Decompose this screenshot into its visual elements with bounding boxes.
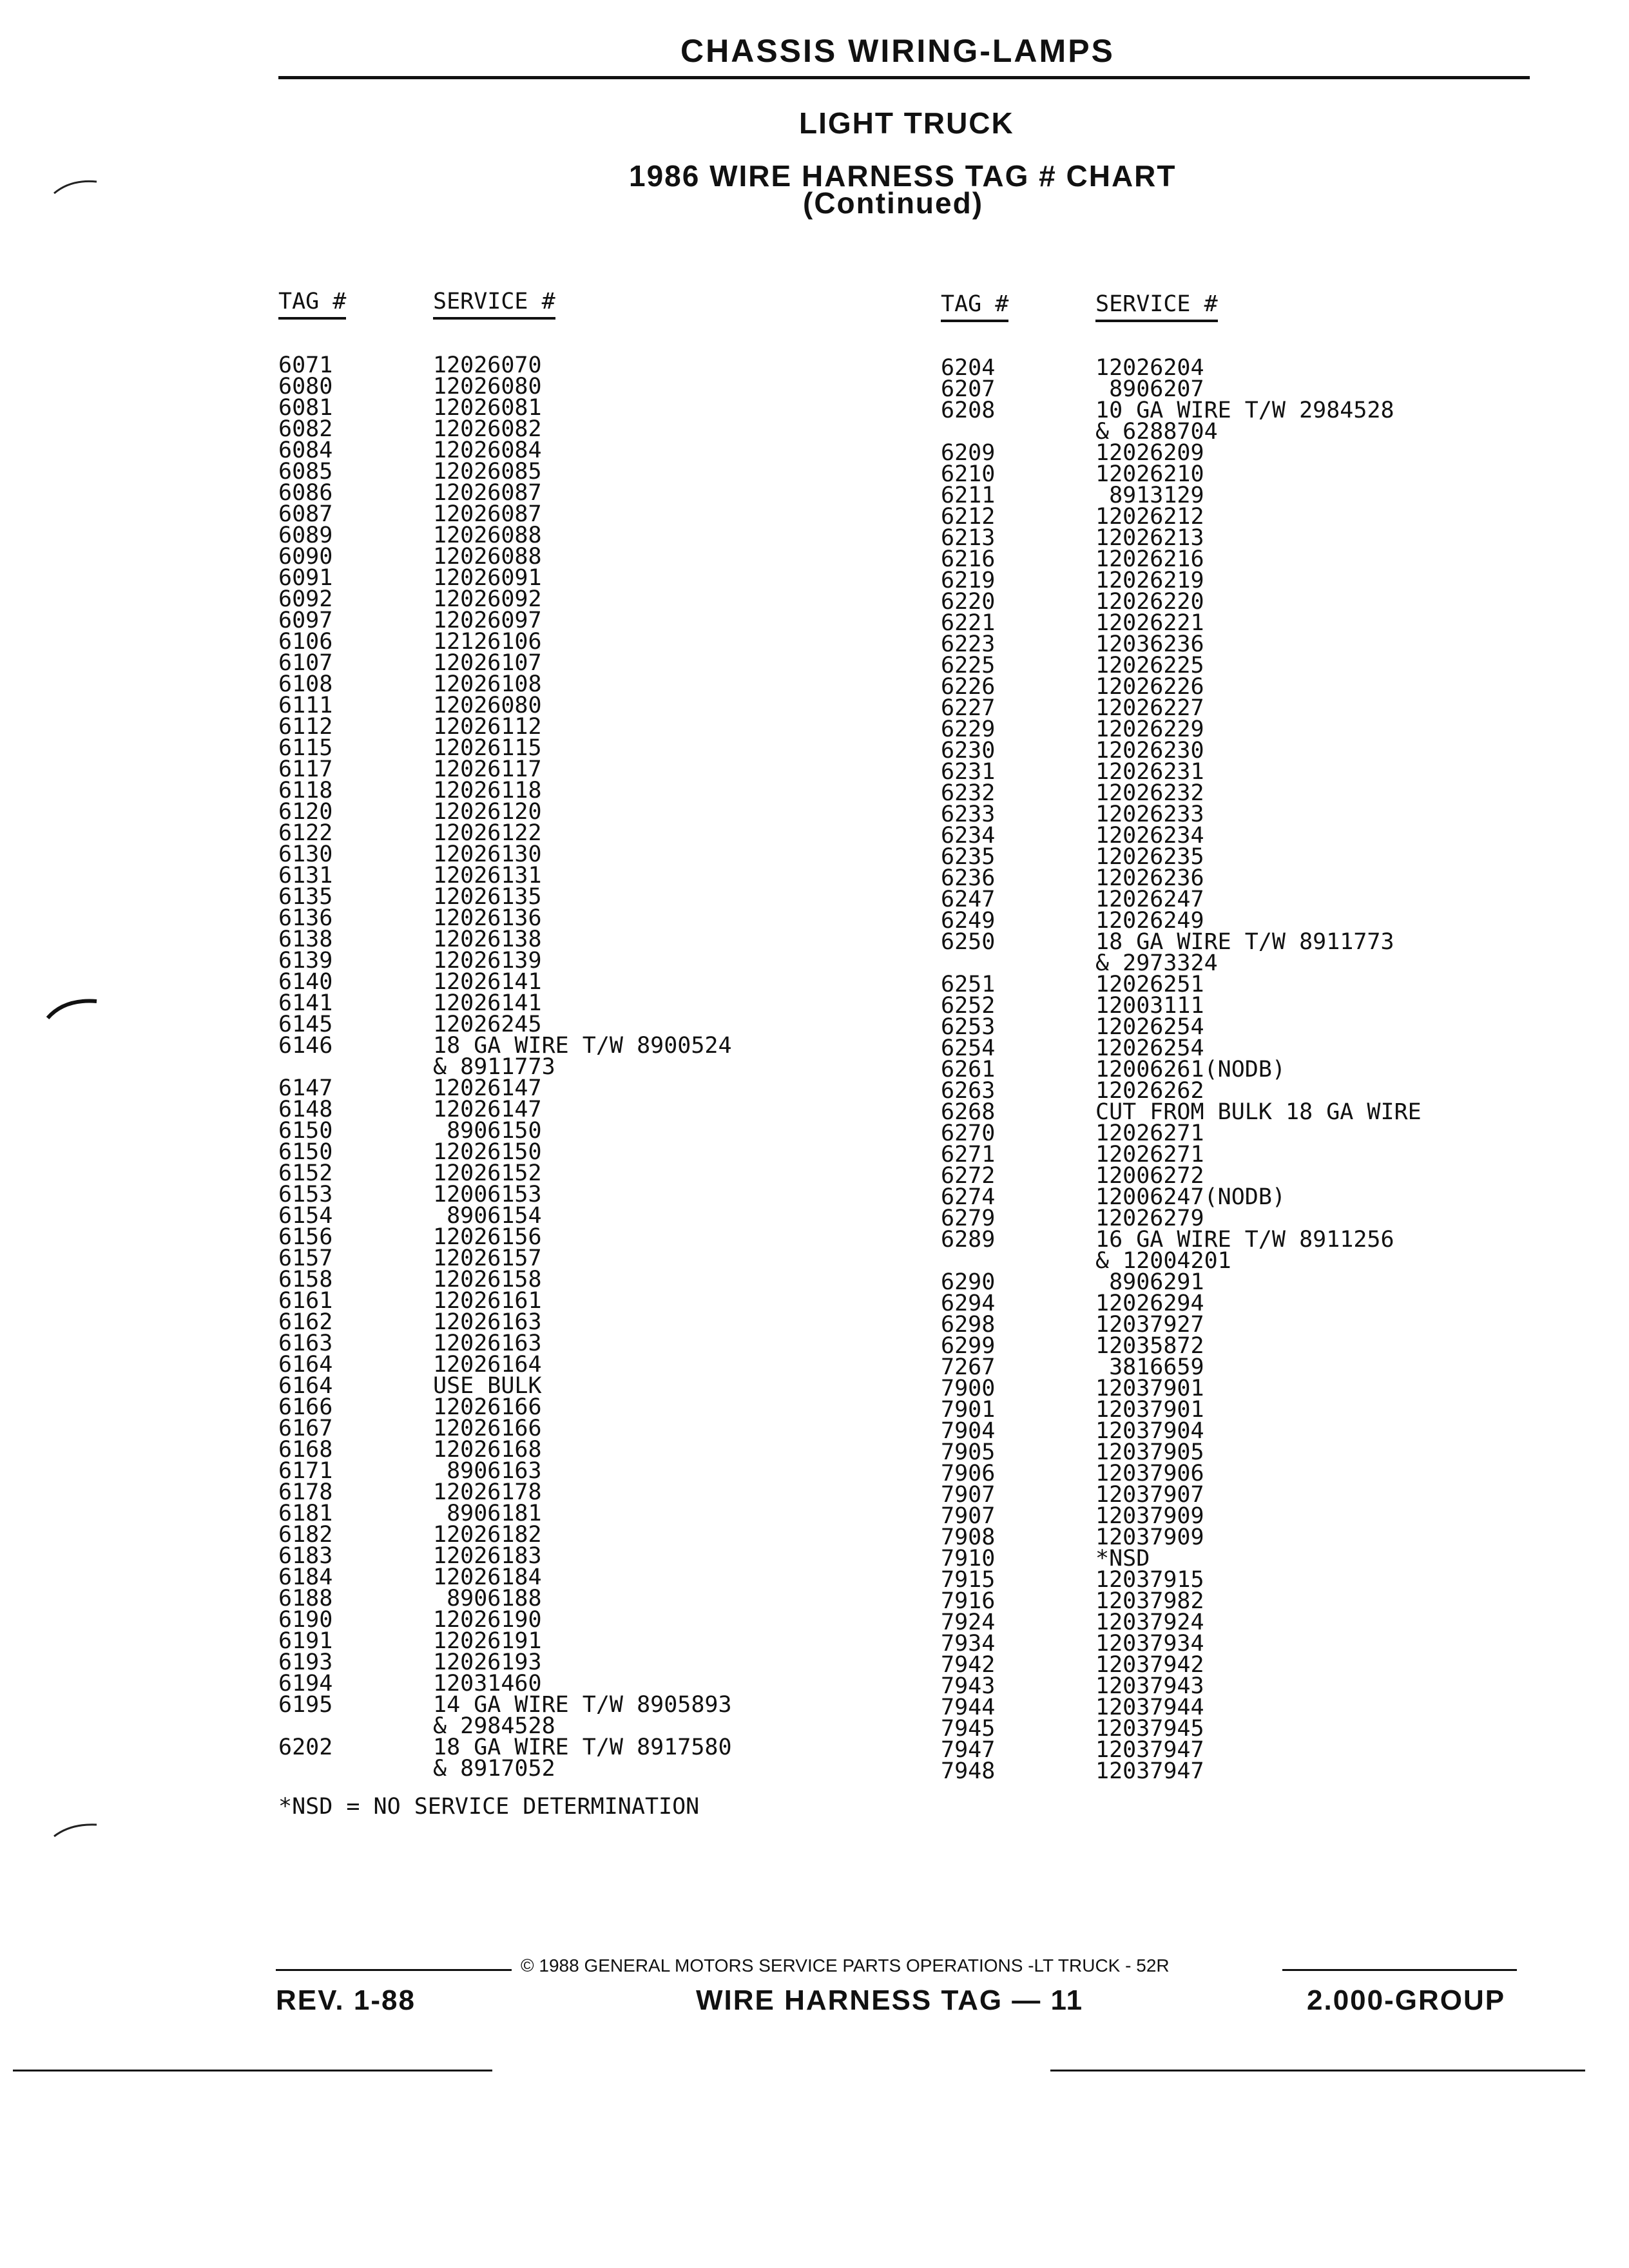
tag-number: 6150 (278, 1118, 333, 1144)
tag-number: 6229 (941, 716, 996, 742)
right-tag-header: TAG # (941, 291, 1008, 322)
subtitle: LIGHT TRUCK (799, 106, 1014, 140)
tag-number: 6193 (278, 1649, 333, 1675)
service-number: 12026236 (1095, 865, 1204, 891)
tag-number: 6190 (278, 1607, 333, 1633)
service-number: 12026251 (1095, 972, 1204, 997)
service-number: 18 GA WIRE T/W 8911773 (1095, 929, 1394, 955)
left-service-header: SERVICE # (433, 289, 555, 320)
service-number: 12037901 (1095, 1397, 1204, 1423)
service-number: 12026141 (433, 969, 542, 995)
service-number: 12026229 (1095, 716, 1204, 742)
page-title: CHASSIS WIRING-LAMPS (680, 33, 1115, 69)
tag-number: 6290 (941, 1269, 996, 1295)
right-tag-header-wrap (941, 291, 1008, 322)
right-tag-table (941, 355, 1422, 1784)
tag-number: 6289 (941, 1227, 996, 1253)
tag-number: 6106 (278, 629, 333, 655)
revision-label: REV. 1-88 (276, 1984, 416, 2016)
service-number: 8906291 (1095, 1269, 1204, 1295)
tag-number: 6156 (278, 1224, 333, 1250)
service-number: 12026247 (1095, 887, 1204, 912)
service-number: 12037909 (1095, 1524, 1204, 1550)
service-number: 12026262 (1095, 1078, 1204, 1104)
tag-number: 6136 (278, 905, 333, 931)
tag-number: 6212 (941, 504, 996, 530)
tag-number: 6184 (278, 1564, 333, 1590)
tag-number: 6223 (941, 631, 996, 657)
tag-number: 6097 (278, 608, 333, 633)
continued-label: (Continued) (803, 186, 984, 220)
tag-number: 6299 (941, 1333, 996, 1359)
right-service-header-wrap (1095, 291, 1218, 322)
footer-rule-left (276, 1969, 512, 1971)
tag-number: 6188 (278, 1586, 333, 1611)
tag-number: 6147 (278, 1075, 333, 1101)
table-row (941, 1524, 1422, 1550)
tag-number: 6202 (278, 1735, 333, 1760)
service-number: CUT FROM BULK 18 GA WIRE (1095, 1099, 1422, 1125)
tag-number: 6111 (278, 693, 333, 718)
service-number: 12026221 (1095, 610, 1204, 636)
tag-number: 7924 (941, 1610, 996, 1635)
tag-number: 6112 (278, 714, 333, 740)
service-number: 12026220 (1095, 589, 1204, 615)
tag-number: 6220 (941, 589, 996, 615)
tag-number: 6090 (278, 544, 333, 570)
service-number: 12037901 (1095, 1376, 1204, 1401)
tag-number: 7907 (941, 1482, 996, 1508)
tag-number: 6130 (278, 841, 333, 867)
tag-number (278, 1758, 433, 1780)
tag-number: 6254 (941, 1035, 996, 1061)
tag-number: 6148 (278, 1097, 333, 1122)
tag-number: 6153 (278, 1182, 333, 1207)
tag-number: 6118 (278, 778, 333, 803)
tag-number: 6183 (278, 1543, 333, 1569)
service-number: 12026249 (1095, 908, 1204, 934)
service-number: 12037947 (1095, 1737, 1204, 1763)
chart-title: 1986 WIRE HARNESS TAG # CHART (629, 159, 1177, 193)
service-number: 12035872 (1095, 1333, 1204, 1359)
service-number: 12026166 (433, 1394, 542, 1420)
left-service-header-wrap (433, 289, 555, 320)
service-number: 12031460 (433, 1671, 542, 1696)
tag-number: 6194 (278, 1671, 333, 1696)
service-number: 12026212 (1095, 504, 1204, 530)
service-number: 3816659 (1095, 1354, 1204, 1380)
tag-number: 6226 (941, 674, 996, 700)
tag-number: 6249 (941, 908, 996, 934)
service-number: 12037905 (1095, 1439, 1204, 1465)
tag-number: 6084 (278, 437, 333, 463)
service-number: 12037982 (1095, 1588, 1204, 1614)
service-number: 12026233 (1095, 802, 1204, 827)
service-number: 10 GA WIRE T/W 2984528 (1095, 398, 1394, 423)
service-number: 12006261(NODB) (1095, 1057, 1286, 1082)
tag-number: 6270 (941, 1120, 996, 1146)
service-number: 12026136 (433, 905, 542, 931)
service-number: 12026163 (433, 1331, 542, 1356)
service-number: 12026070 (433, 352, 542, 378)
tag-number: 6141 (278, 990, 333, 1016)
service-number: 12026117 (433, 756, 542, 782)
tag-number: 6234 (941, 823, 996, 849)
tag-number: 6171 (278, 1458, 333, 1484)
service-number: 8906188 (433, 1586, 542, 1611)
bottom-rule-right (1050, 2070, 1585, 2071)
tag-number: 7944 (941, 1695, 996, 1720)
tag-number: 6071 (278, 352, 333, 378)
tag-number: 6115 (278, 735, 333, 761)
tag-number: 6230 (941, 738, 996, 764)
service-number: 12026216 (1095, 546, 1204, 572)
left-tag-header: TAG # (278, 289, 346, 320)
service-number: 12026178 (433, 1479, 542, 1505)
service-number: 12026230 (1095, 738, 1204, 764)
service-number: 12026226 (1095, 674, 1204, 700)
tag-number: 6139 (278, 948, 333, 974)
service-number: 8913129 (1095, 483, 1204, 508)
service-number: 8906181 (433, 1501, 542, 1526)
service-number: 12037942 (1095, 1652, 1204, 1678)
service-number: 12026156 (433, 1224, 542, 1250)
tag-number: 6209 (941, 440, 996, 466)
service-number: 12026168 (433, 1437, 542, 1463)
service-number: 12026158 (433, 1267, 542, 1293)
service-number: 12006247(NODB) (1095, 1184, 1286, 1210)
service-number: 12026147 (433, 1075, 542, 1101)
tag-number: 6219 (941, 568, 996, 593)
tag-number: 7910 (941, 1546, 996, 1571)
service-number: 12026139 (433, 948, 542, 974)
service-number: 12026087 (433, 501, 542, 527)
tag-number: 6167 (278, 1416, 333, 1441)
service-number: 12026182 (433, 1522, 542, 1548)
service-number: 12026166 (433, 1416, 542, 1441)
service-number: 12026232 (1095, 780, 1204, 806)
footer-center-title: WIRE HARNESS TAG — 11 (696, 1984, 1084, 2016)
punch-mark-top (52, 174, 103, 200)
nsd-footnote: *NSD = NO SERVICE DETERMINATION (278, 1794, 700, 1820)
tag-number: 6252 (941, 993, 996, 1019)
service-number: 12026213 (1095, 525, 1204, 551)
tag-number: 6210 (941, 461, 996, 487)
service-number: 12026294 (1095, 1291, 1204, 1316)
right-service-header: SERVICE # (1095, 291, 1218, 322)
tag-number: 6131 (278, 863, 333, 889)
service-number: 12026164 (433, 1352, 542, 1378)
tag-number: 6204 (941, 355, 996, 381)
service-number: 12026081 (433, 395, 542, 421)
tag-number: 6272 (941, 1163, 996, 1189)
tag-number: 7905 (941, 1439, 996, 1465)
tag-number: 7915 (941, 1567, 996, 1593)
tag-number: 6233 (941, 802, 996, 827)
tag-number: 6150 (278, 1139, 333, 1165)
left-column-headers (278, 289, 346, 320)
tag-number: 7942 (941, 1652, 996, 1678)
tag-number: 6235 (941, 844, 996, 870)
service-number: 12026082 (433, 416, 542, 442)
service-number: 12037943 (1095, 1673, 1204, 1699)
service-number: 14 GA WIRE T/W 8905893 (433, 1692, 732, 1718)
tag-number: 6091 (278, 565, 333, 591)
service-number: 12026235 (1095, 844, 1204, 870)
tag-number: 7948 (941, 1758, 996, 1784)
tag-number: 6251 (941, 972, 996, 997)
tag-number: 6168 (278, 1437, 333, 1463)
tag-number: 6216 (941, 546, 996, 572)
tag-number: 6263 (941, 1078, 996, 1104)
tag-number: 6117 (278, 756, 333, 782)
service-number: 12026092 (433, 586, 542, 612)
tag-number: 6161 (278, 1288, 333, 1314)
service-number: & 2984528 (433, 1713, 555, 1739)
tag-number: 6164 (278, 1373, 333, 1399)
tag-number: 6162 (278, 1309, 333, 1335)
tag-number: 6236 (941, 865, 996, 891)
service-number: 12026254 (1095, 1014, 1204, 1040)
tag-number: 6247 (941, 887, 996, 912)
service-number: 12026097 (433, 608, 542, 633)
tag-number: 6163 (278, 1331, 333, 1356)
service-number: 12026193 (433, 1649, 542, 1675)
tag-number: 7908 (941, 1524, 996, 1550)
tag-number: 6211 (941, 483, 996, 508)
service-number: 12037934 (1095, 1631, 1204, 1657)
tag-number: 6086 (278, 480, 333, 506)
service-number: 12037947 (1095, 1758, 1204, 1784)
tag-number: 6268 (941, 1099, 996, 1125)
tag-number: 6158 (278, 1267, 333, 1293)
service-number: 12026161 (433, 1288, 542, 1314)
service-number: 12037927 (1095, 1312, 1204, 1338)
service-number: 12026088 (433, 523, 542, 548)
service-number: 8906154 (433, 1203, 542, 1229)
service-number: 12026254 (1095, 1035, 1204, 1061)
tag-number: 6092 (278, 586, 333, 612)
service-number: 12037904 (1095, 1418, 1204, 1444)
service-number: 12026087 (433, 480, 542, 506)
tag-number: 6178 (278, 1479, 333, 1505)
tag-number: 6182 (278, 1522, 333, 1548)
tag-number: 6082 (278, 416, 333, 442)
service-number: 12026080 (433, 693, 542, 718)
service-number: 12026080 (433, 374, 542, 399)
service-number: 12037945 (1095, 1716, 1204, 1742)
service-number: 12026131 (433, 863, 542, 889)
service-number: 12026210 (1095, 461, 1204, 487)
tag-number: 7907 (941, 1503, 996, 1529)
service-number: 12026141 (433, 990, 542, 1016)
tag-number: 6225 (941, 653, 996, 678)
service-number: 12003111 (1095, 993, 1204, 1019)
table-row (278, 1758, 732, 1780)
header-rule (278, 76, 1530, 79)
tag-number: 7947 (941, 1737, 996, 1763)
tag-number: 6298 (941, 1312, 996, 1338)
service-number: & 2973324 (1095, 950, 1218, 976)
tag-number: 6253 (941, 1014, 996, 1040)
tag-number: 6181 (278, 1501, 333, 1526)
service-number: & 6288704 (1095, 419, 1218, 445)
service-number: 12026231 (1095, 759, 1204, 785)
tag-number: 6122 (278, 820, 333, 846)
service-number: 12006153 (433, 1182, 542, 1207)
tag-number: 6138 (278, 927, 333, 952)
service-number: & 8911773 (433, 1054, 555, 1080)
tag-number: 7934 (941, 1631, 996, 1657)
tag-number: 6085 (278, 459, 333, 485)
service-number: 12026225 (1095, 653, 1204, 678)
tag-number: 6108 (278, 671, 333, 697)
service-number: & 8917052 (433, 1756, 555, 1782)
service-number: 12026152 (433, 1160, 542, 1186)
service-number: 12026245 (433, 1012, 542, 1037)
punch-mark-middle (45, 992, 103, 1024)
tag-number: 6250 (941, 929, 996, 955)
tag-number: 6120 (278, 799, 333, 825)
service-number: 12026084 (433, 437, 542, 463)
tag-number: 6213 (941, 525, 996, 551)
tag-number: 7916 (941, 1588, 996, 1614)
tag-number: 6081 (278, 395, 333, 421)
service-number: 12037924 (1095, 1610, 1204, 1635)
service-number: 12026184 (433, 1564, 542, 1590)
left-tag-table (278, 352, 732, 1782)
tag-number: 7943 (941, 1673, 996, 1699)
tag-number: 6154 (278, 1203, 333, 1229)
service-number: 12026191 (433, 1628, 542, 1654)
service-number: 12006272 (1095, 1163, 1204, 1189)
tag-number: 6279 (941, 1206, 996, 1231)
tag-number: 6166 (278, 1394, 333, 1420)
service-number: 12026112 (433, 714, 542, 740)
service-number: 12026091 (433, 565, 542, 591)
service-number: 12037906 (1095, 1461, 1204, 1486)
service-number: 12026150 (433, 1139, 542, 1165)
service-number: 12026088 (433, 544, 542, 570)
service-number: 12026271 (1095, 1120, 1204, 1146)
service-number: 12036236 (1095, 631, 1204, 657)
group-label: 2.000-GROUP (1307, 1984, 1506, 2016)
tag-number: 7267 (941, 1354, 996, 1380)
service-number: 12026130 (433, 841, 542, 867)
service-number: 12026115 (433, 735, 542, 761)
service-number: 12026135 (433, 884, 542, 910)
tag-number: 6080 (278, 374, 333, 399)
tag-number: 7901 (941, 1397, 996, 1423)
tag-number: 6140 (278, 969, 333, 995)
tag-number: 7945 (941, 1716, 996, 1742)
service-number: 12026234 (1095, 823, 1204, 849)
service-number: 8906150 (433, 1118, 542, 1144)
tag-number: 6152 (278, 1160, 333, 1186)
tag-number: 6164 (278, 1352, 333, 1378)
service-number: 8906207 (1095, 376, 1204, 402)
tag-number: 6294 (941, 1291, 996, 1316)
service-number: 12026209 (1095, 440, 1204, 466)
service-number: 12026157 (433, 1245, 542, 1271)
service-number: 12026183 (433, 1543, 542, 1569)
service-number: 12026120 (433, 799, 542, 825)
tag-number: 6087 (278, 501, 333, 527)
service-number: 12126106 (433, 629, 542, 655)
tag-number: 6089 (278, 523, 333, 548)
tag-number: 6157 (278, 1245, 333, 1271)
tag-number: 6146 (278, 1033, 333, 1059)
tag-number: 6191 (278, 1628, 333, 1654)
tag-number: 6221 (941, 610, 996, 636)
service-number: *NSD (1095, 1546, 1150, 1571)
service-number: USE BULK (433, 1373, 542, 1399)
service-number: 12037909 (1095, 1503, 1204, 1529)
tag-number: 6271 (941, 1142, 996, 1168)
punch-mark-bottom (52, 1817, 103, 1843)
service-number: 12026190 (433, 1607, 542, 1633)
tag-number: 6145 (278, 1012, 333, 1037)
bottom-rule-left (13, 2070, 492, 2071)
tag-number: 6231 (941, 759, 996, 785)
tag-number: 7906 (941, 1461, 996, 1486)
tag-number: 7904 (941, 1418, 996, 1444)
service-number: 12026108 (433, 671, 542, 697)
service-number: 12037944 (1095, 1695, 1204, 1720)
service-number: 18 GA WIRE T/W 8900524 (433, 1033, 732, 1059)
service-number: 12026138 (433, 927, 542, 952)
tag-number: 6261 (941, 1057, 996, 1082)
tag-number: 6135 (278, 884, 333, 910)
service-number: 8906163 (433, 1458, 542, 1484)
tag-number: 6195 (278, 1692, 333, 1718)
service-number: 16 GA WIRE T/W 8911256 (1095, 1227, 1394, 1253)
service-number: 12026118 (433, 778, 542, 803)
tag-number: 6208 (941, 398, 996, 423)
service-number: & 12004201 (1095, 1248, 1231, 1274)
service-number: 12026204 (1095, 355, 1204, 381)
tag-number: 6227 (941, 695, 996, 721)
table-row (941, 1758, 1422, 1784)
tag-number: 6107 (278, 650, 333, 676)
service-number: 12026147 (433, 1097, 542, 1122)
tag-number: 7900 (941, 1376, 996, 1401)
service-number: 12037907 (1095, 1482, 1204, 1508)
tag-number: 6274 (941, 1184, 996, 1210)
service-number: 12037915 (1095, 1567, 1204, 1593)
service-number: 12026271 (1095, 1142, 1204, 1168)
service-number: 12026085 (433, 459, 542, 485)
service-number: 12026163 (433, 1309, 542, 1335)
tag-number: 6207 (941, 376, 996, 402)
service-number: 12026279 (1095, 1206, 1204, 1231)
footer-rule-right (1282, 1969, 1517, 1971)
service-number: 18 GA WIRE T/W 8917580 (433, 1735, 732, 1760)
service-number: 12026227 (1095, 695, 1204, 721)
service-number: 12026219 (1095, 568, 1204, 593)
copyright-line: © 1988 GENERAL MOTORS SERVICE PARTS OPERATIONS -LT TRUCK - 52R (521, 1956, 1170, 1975)
service-number: 12026107 (433, 650, 542, 676)
tag-number: 6232 (941, 780, 996, 806)
service-number: 12026122 (433, 820, 542, 846)
